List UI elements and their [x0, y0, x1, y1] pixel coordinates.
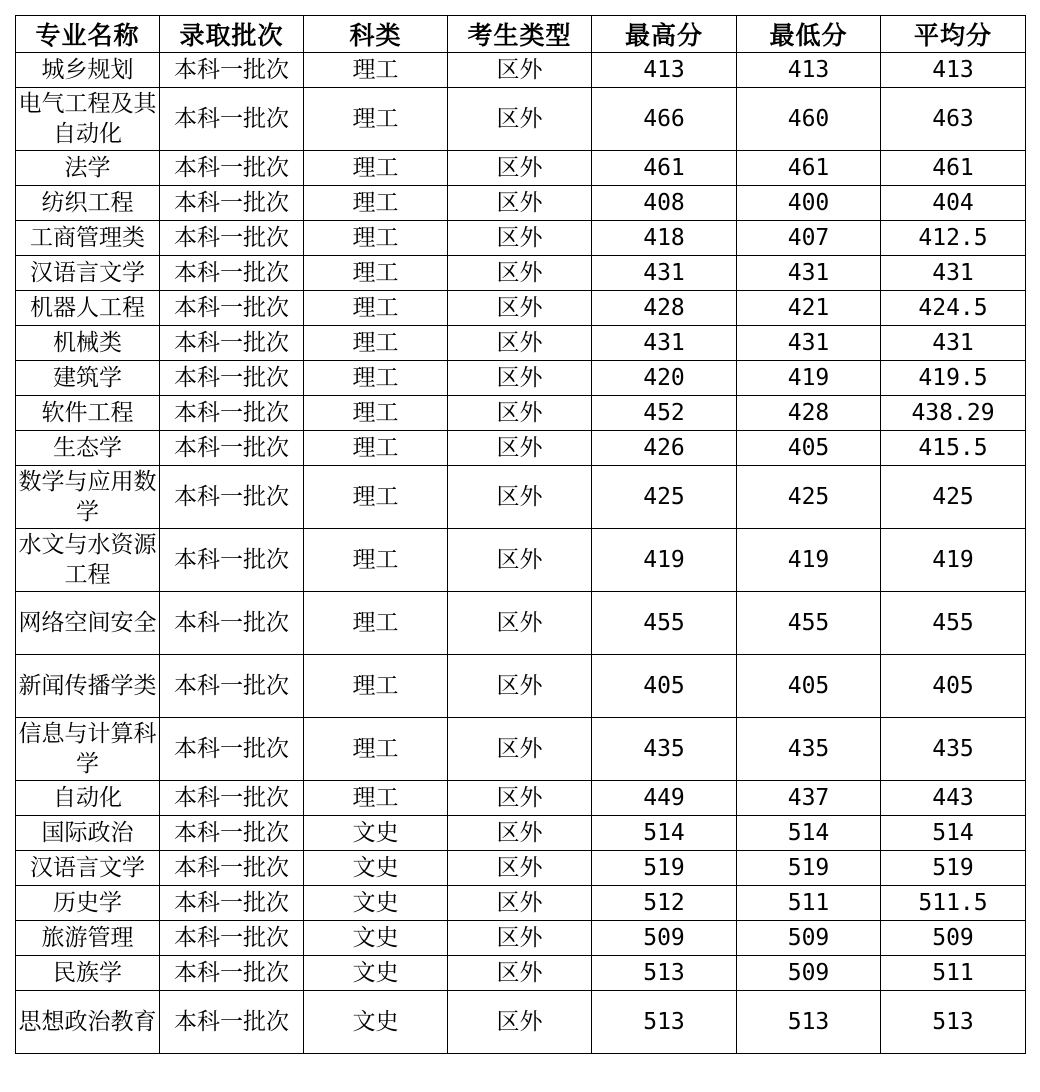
- cell-min-score: 425: [737, 466, 881, 529]
- cell-major: 旅游管理: [16, 921, 160, 956]
- header-max-score: 最高分: [592, 16, 737, 53]
- cell-student-type: 区外: [448, 921, 592, 956]
- cell-batch: 本科一批次: [160, 886, 304, 921]
- cell-batch: 本科一批次: [160, 291, 304, 326]
- cell-batch: 本科一批次: [160, 88, 304, 151]
- cell-max-score: 519: [592, 851, 737, 886]
- cell-batch: 本科一批次: [160, 655, 304, 718]
- cell-category: 理工: [304, 396, 448, 431]
- cell-batch: 本科一批次: [160, 221, 304, 256]
- cell-avg-score: 412.5: [881, 221, 1026, 256]
- cell-student-type: 区外: [448, 88, 592, 151]
- cell-student-type: 区外: [448, 221, 592, 256]
- cell-avg-score: 514: [881, 816, 1026, 851]
- header-min-score: 最低分: [737, 16, 881, 53]
- cell-major: 机器人工程: [16, 291, 160, 326]
- cell-major: 民族学: [16, 956, 160, 991]
- cell-student-type: 区外: [448, 991, 592, 1054]
- cell-min-score: 437: [737, 781, 881, 816]
- cell-major: 历史学: [16, 886, 160, 921]
- cell-avg-score: 511.5: [881, 886, 1026, 921]
- cell-batch: 本科一批次: [160, 326, 304, 361]
- header-row: [16, 16, 1026, 53]
- cell-min-score: 513: [737, 991, 881, 1054]
- cell-student-type: 区外: [448, 718, 592, 781]
- cell-max-score: 455: [592, 592, 737, 655]
- cell-category: 理工: [304, 326, 448, 361]
- table-row: [16, 816, 1026, 851]
- cell-category: 文史: [304, 851, 448, 886]
- cell-student-type: 区外: [448, 431, 592, 466]
- cell-min-score: 419: [737, 529, 881, 592]
- header-avg-score: 平均分: [881, 16, 1026, 53]
- table-row: [16, 88, 1026, 151]
- cell-major: 工商管理类: [16, 221, 160, 256]
- cell-category: 文史: [304, 921, 448, 956]
- cell-min-score: 428: [737, 396, 881, 431]
- table-row: [16, 956, 1026, 991]
- cell-major: 新闻传播学类: [16, 655, 160, 718]
- cell-min-score: 407: [737, 221, 881, 256]
- header-batch: 录取批次: [160, 16, 304, 53]
- cell-max-score: 408: [592, 186, 737, 221]
- cell-avg-score: 405: [881, 655, 1026, 718]
- cell-category: 理工: [304, 529, 448, 592]
- table-row: [16, 396, 1026, 431]
- header-category: 科类: [304, 16, 448, 53]
- cell-max-score: 466: [592, 88, 737, 151]
- table-row: [16, 291, 1026, 326]
- cell-category: 理工: [304, 256, 448, 291]
- cell-category: 理工: [304, 466, 448, 529]
- table-row: [16, 186, 1026, 221]
- cell-major: 信息与计算科学: [16, 718, 160, 781]
- cell-major: 网络空间安全: [16, 592, 160, 655]
- cell-min-score: 431: [737, 326, 881, 361]
- cell-batch: 本科一批次: [160, 816, 304, 851]
- cell-student-type: 区外: [448, 291, 592, 326]
- cell-min-score: 514: [737, 816, 881, 851]
- cell-major: 机械类: [16, 326, 160, 361]
- cell-major: 城乡规划: [16, 53, 160, 88]
- cell-max-score: 426: [592, 431, 737, 466]
- cell-category: 理工: [304, 655, 448, 718]
- cell-category: 理工: [304, 592, 448, 655]
- cell-min-score: 455: [737, 592, 881, 655]
- cell-student-type: 区外: [448, 361, 592, 396]
- cell-student-type: 区外: [448, 396, 592, 431]
- cell-batch: 本科一批次: [160, 592, 304, 655]
- cell-batch: 本科一批次: [160, 921, 304, 956]
- cell-batch: 本科一批次: [160, 53, 304, 88]
- cell-max-score: 419: [592, 529, 737, 592]
- cell-category: 理工: [304, 781, 448, 816]
- cell-avg-score: 461: [881, 151, 1026, 186]
- table-row: [16, 781, 1026, 816]
- cell-min-score: 431: [737, 256, 881, 291]
- table-row: [16, 851, 1026, 886]
- cell-batch: 本科一批次: [160, 396, 304, 431]
- cell-max-score: 431: [592, 256, 737, 291]
- cell-student-type: 区外: [448, 851, 592, 886]
- table-row: [16, 718, 1026, 781]
- cell-batch: 本科一批次: [160, 851, 304, 886]
- cell-avg-score: 419.5: [881, 361, 1026, 396]
- cell-batch: 本科一批次: [160, 529, 304, 592]
- cell-max-score: 514: [592, 816, 737, 851]
- cell-major: 纺织工程: [16, 186, 160, 221]
- table-row: [16, 151, 1026, 186]
- header-major: 专业名称: [16, 16, 160, 53]
- table-row: [16, 221, 1026, 256]
- cell-avg-score: 455: [881, 592, 1026, 655]
- cell-avg-score: 425: [881, 466, 1026, 529]
- cell-major: 思想政治教育: [16, 991, 160, 1054]
- cell-major: 数学与应用数学: [16, 466, 160, 529]
- cell-category: 理工: [304, 431, 448, 466]
- table-row: [16, 466, 1026, 529]
- cell-avg-score: 431: [881, 326, 1026, 361]
- cell-batch: 本科一批次: [160, 956, 304, 991]
- cell-avg-score: 413: [881, 53, 1026, 88]
- cell-student-type: 区外: [448, 655, 592, 718]
- cell-avg-score: 509: [881, 921, 1026, 956]
- cell-max-score: 461: [592, 151, 737, 186]
- cell-student-type: 区外: [448, 529, 592, 592]
- table-row: [16, 256, 1026, 291]
- cell-student-type: 区外: [448, 886, 592, 921]
- cell-max-score: 513: [592, 991, 737, 1054]
- cell-avg-score: 415.5: [881, 431, 1026, 466]
- cell-major: 水文与水资源工程: [16, 529, 160, 592]
- table-row: [16, 655, 1026, 718]
- cell-major: 电气工程及其自动化: [16, 88, 160, 151]
- cell-max-score: 512: [592, 886, 737, 921]
- cell-avg-score: 404: [881, 186, 1026, 221]
- cell-avg-score: 513: [881, 991, 1026, 1054]
- cell-avg-score: 519: [881, 851, 1026, 886]
- cell-avg-score: 419: [881, 529, 1026, 592]
- cell-student-type: 区外: [448, 326, 592, 361]
- cell-student-type: 区外: [448, 151, 592, 186]
- table-row: [16, 361, 1026, 396]
- table-row: [16, 921, 1026, 956]
- table-row: [16, 886, 1026, 921]
- cell-batch: 本科一批次: [160, 991, 304, 1054]
- cell-max-score: 513: [592, 956, 737, 991]
- cell-student-type: 区外: [448, 816, 592, 851]
- cell-batch: 本科一批次: [160, 781, 304, 816]
- cell-major: 生态学: [16, 431, 160, 466]
- cell-student-type: 区外: [448, 781, 592, 816]
- cell-max-score: 509: [592, 921, 737, 956]
- cell-min-score: 509: [737, 956, 881, 991]
- cell-category: 理工: [304, 361, 448, 396]
- cell-max-score: 420: [592, 361, 737, 396]
- cell-min-score: 511: [737, 886, 881, 921]
- cell-avg-score: 511: [881, 956, 1026, 991]
- table-row: [16, 326, 1026, 361]
- table-row: [16, 991, 1026, 1054]
- cell-student-type: 区外: [448, 956, 592, 991]
- cell-min-score: 461: [737, 151, 881, 186]
- cell-avg-score: 443: [881, 781, 1026, 816]
- cell-major: 汉语言文学: [16, 256, 160, 291]
- cell-category: 理工: [304, 151, 448, 186]
- cell-avg-score: 438.29: [881, 396, 1026, 431]
- cell-category: 文史: [304, 956, 448, 991]
- cell-max-score: 425: [592, 466, 737, 529]
- cell-major: 汉语言文学: [16, 851, 160, 886]
- cell-avg-score: 431: [881, 256, 1026, 291]
- cell-major: 建筑学: [16, 361, 160, 396]
- cell-category: 理工: [304, 186, 448, 221]
- cell-category: 理工: [304, 88, 448, 151]
- cell-min-score: 509: [737, 921, 881, 956]
- cell-category: 文史: [304, 991, 448, 1054]
- cell-min-score: 419: [737, 361, 881, 396]
- cell-batch: 本科一批次: [160, 186, 304, 221]
- cell-category: 文史: [304, 886, 448, 921]
- cell-max-score: 428: [592, 291, 737, 326]
- cell-min-score: 519: [737, 851, 881, 886]
- cell-major: 软件工程: [16, 396, 160, 431]
- cell-min-score: 405: [737, 431, 881, 466]
- table-row: [16, 431, 1026, 466]
- cell-max-score: 435: [592, 718, 737, 781]
- cell-min-score: 400: [737, 186, 881, 221]
- cell-max-score: 431: [592, 326, 737, 361]
- cell-student-type: 区外: [448, 256, 592, 291]
- cell-student-type: 区外: [448, 53, 592, 88]
- cell-batch: 本科一批次: [160, 361, 304, 396]
- cell-category: 理工: [304, 221, 448, 256]
- cell-avg-score: 435: [881, 718, 1026, 781]
- cell-min-score: 460: [737, 88, 881, 151]
- admission-score-table: [15, 15, 1026, 1054]
- cell-batch: 本科一批次: [160, 718, 304, 781]
- cell-max-score: 418: [592, 221, 737, 256]
- cell-major: 国际政治: [16, 816, 160, 851]
- cell-category: 文史: [304, 816, 448, 851]
- cell-batch: 本科一批次: [160, 151, 304, 186]
- cell-max-score: 449: [592, 781, 737, 816]
- table-row: [16, 592, 1026, 655]
- header-student-type: 考生类型: [448, 16, 592, 53]
- cell-min-score: 435: [737, 718, 881, 781]
- cell-student-type: 区外: [448, 592, 592, 655]
- cell-category: 理工: [304, 291, 448, 326]
- cell-category: 理工: [304, 718, 448, 781]
- cell-batch: 本科一批次: [160, 431, 304, 466]
- cell-min-score: 421: [737, 291, 881, 326]
- cell-max-score: 452: [592, 396, 737, 431]
- cell-student-type: 区外: [448, 466, 592, 529]
- cell-min-score: 413: [737, 53, 881, 88]
- cell-category: 理工: [304, 53, 448, 88]
- cell-max-score: 413: [592, 53, 737, 88]
- cell-avg-score: 424.5: [881, 291, 1026, 326]
- cell-student-type: 区外: [448, 186, 592, 221]
- cell-major: 自动化: [16, 781, 160, 816]
- cell-max-score: 405: [592, 655, 737, 718]
- cell-batch: 本科一批次: [160, 466, 304, 529]
- cell-batch: 本科一批次: [160, 256, 304, 291]
- table-row: [16, 529, 1026, 592]
- table-row: [16, 53, 1026, 88]
- cell-min-score: 405: [737, 655, 881, 718]
- cell-major: 法学: [16, 151, 160, 186]
- cell-avg-score: 463: [881, 88, 1026, 151]
